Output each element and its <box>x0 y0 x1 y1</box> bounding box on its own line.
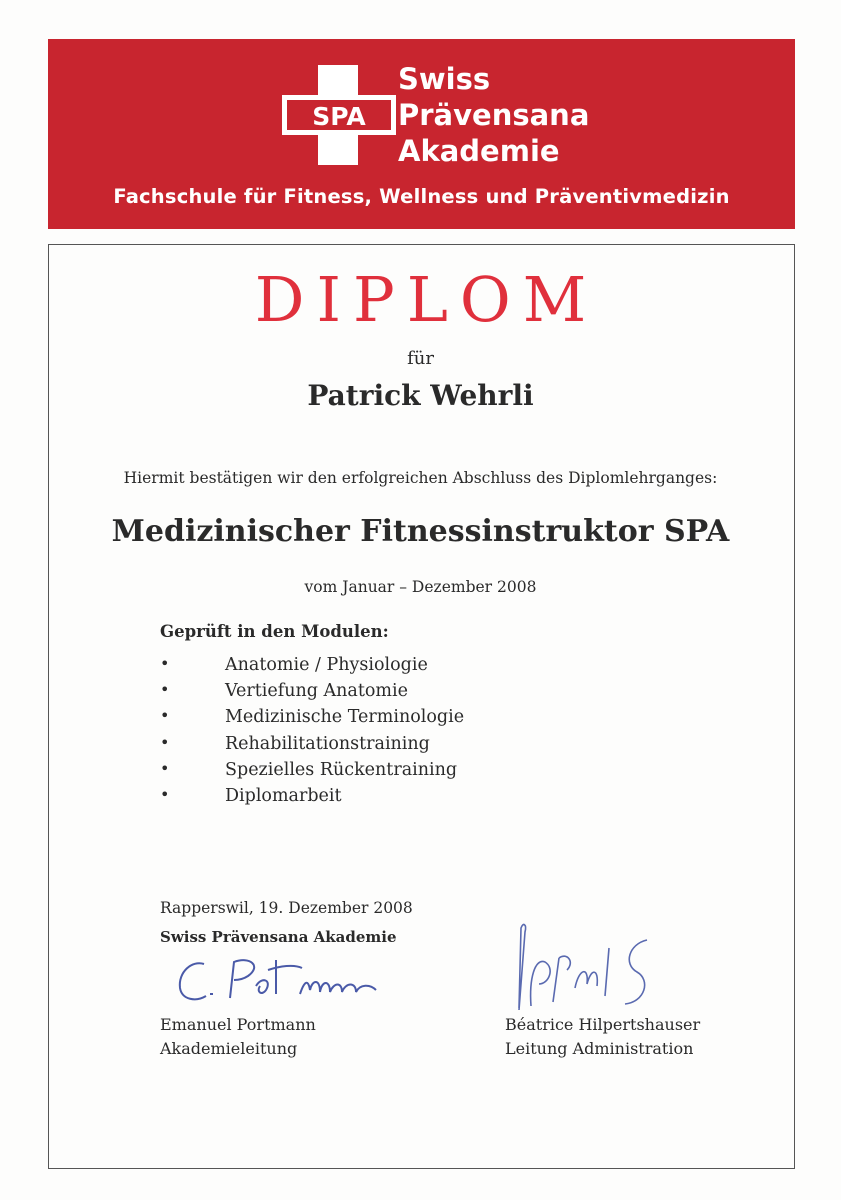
module-label: Medizinische Terminologie <box>225 707 465 728</box>
logo-badge: SPA <box>312 102 366 131</box>
signatory-name: Emanuel Portmann <box>160 1015 316 1034</box>
bullet-icon: • <box>160 784 170 804</box>
module-label: Vertiefung Anatomie <box>225 681 408 702</box>
signatory-role: Akademieleitung <box>160 1039 298 1058</box>
bullet-icon: • <box>160 758 170 778</box>
signature-portmann-icon <box>170 950 390 1010</box>
tagline: Fachschule für Fitness, Wellness und Präventivmedizin <box>113 185 730 208</box>
bullet-icon: • <box>160 706 170 726</box>
recipient-name: Patrick Wehrli <box>307 379 534 412</box>
for-label: für <box>407 348 434 369</box>
diploma-title: DIPLOM <box>254 263 599 336</box>
module-label: Spezielles Rückentraining <box>225 759 458 780</box>
module-label: Anatomie / Physiologie <box>225 655 428 675</box>
bullet-icon: • <box>160 732 170 752</box>
signatory-name: Béatrice Hilpertshauser <box>505 1015 701 1034</box>
logo-line: Swiss <box>398 62 491 96</box>
module-label: Rehabilitationstraining <box>225 733 430 754</box>
logo-line: Prävensana <box>398 98 590 132</box>
signatory-hilpertshauser <box>505 1013 700 1061</box>
swiss-cross-logo-icon <box>282 65 402 165</box>
confirmation-text: Hiermit bestätigen wir den erfolgreichen Abschluss des Diplomlehrganges: <box>123 469 718 487</box>
bullet-icon: • <box>160 680 170 700</box>
signature-hilpertshauser-icon <box>505 918 665 1013</box>
signatory-portmann <box>160 1013 316 1061</box>
place-date: Rapperswil, 19. Dezember 2008 <box>160 899 413 917</box>
logo-wordmark <box>398 61 589 169</box>
course-title: Medizinischer Fitnessinstruktor SPA <box>111 514 730 549</box>
academy-name: Swiss Prävensana Akademie <box>160 928 397 946</box>
module-label: Diplomarbeit <box>225 785 342 806</box>
signatory-role: Leitung Administration <box>505 1039 694 1058</box>
logo-line: Akademie <box>398 134 560 168</box>
course-period: vom Januar – Dezember 2008 <box>304 578 537 596</box>
bullet-icon: • <box>160 654 170 673</box>
modules-heading: Geprüft in den Modulen: <box>160 622 389 641</box>
header-banner <box>48 39 795 229</box>
